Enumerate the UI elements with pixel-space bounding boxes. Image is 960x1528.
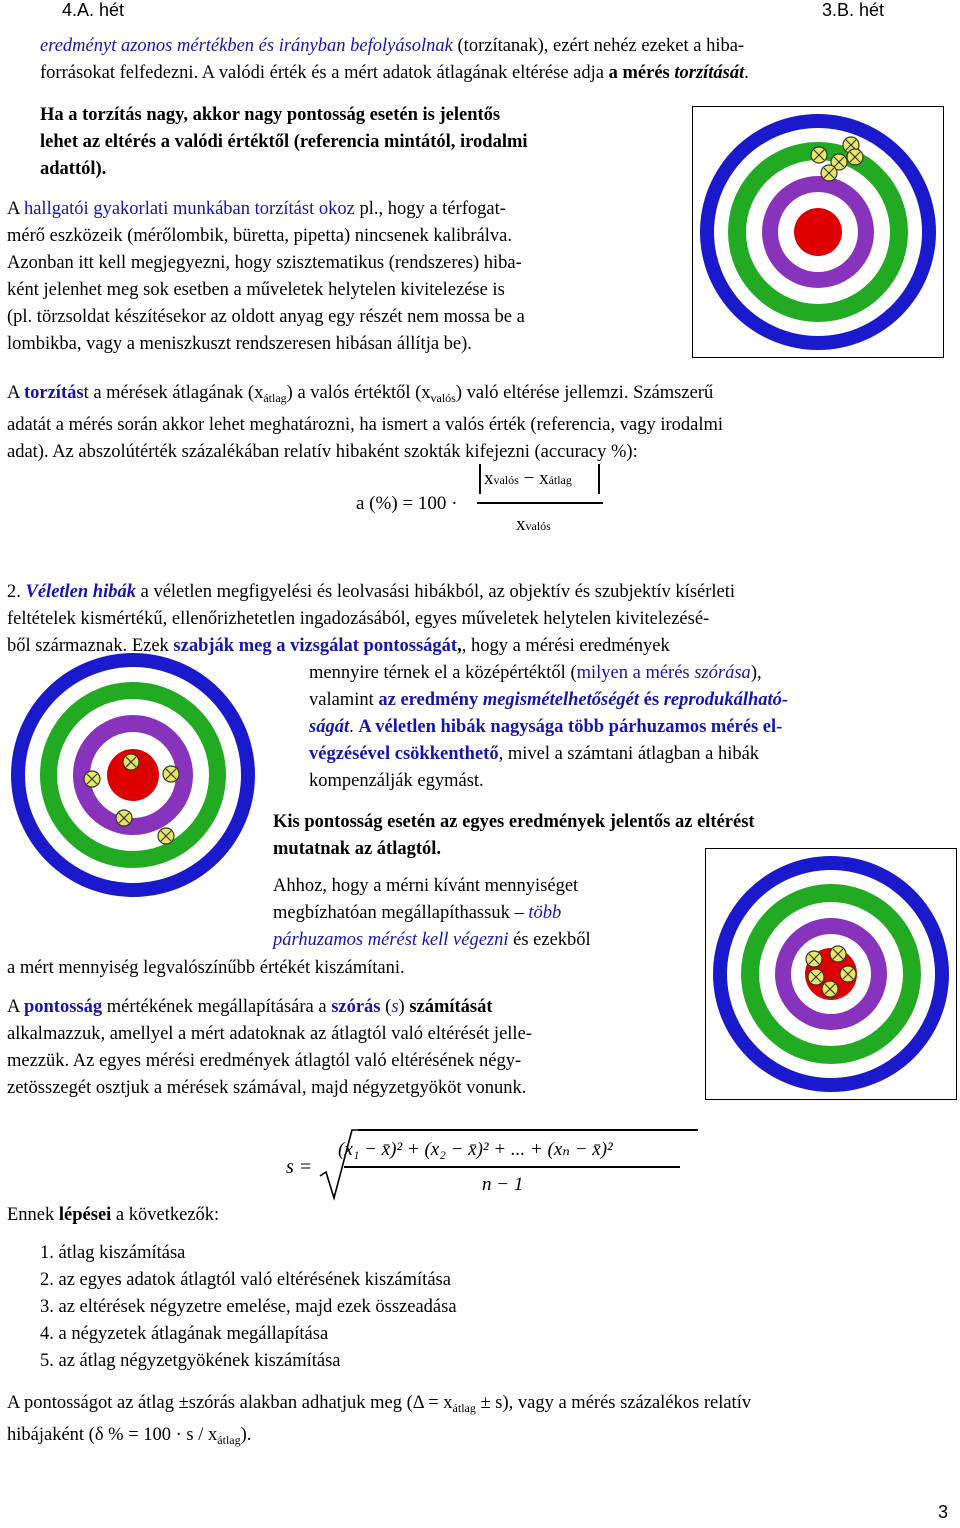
paragraph-5-lines-4-8: mennyire térnek el a középértéktől (milyen a mérés szórása), valamint az eredmény megismételhetőségét és reprodukálható- ságát. A véletlen hibák nagysága több párhuzamos mérés el- végzésével csökkenthető, mivel a számtani átlagban a hibák kompenzálják egymást. — [309, 663, 789, 791]
paragraph-5-lines-1-3: 2. Véletlen hibák a véletlen megfigyelési és leolvasási hibákból, az objektív és szubjektív kísérleti feltételek kismértékű, ellenőrizhetetlen ingadozásából, egyes műveletek helytelen kivitelezésé- ből származnak. Ezek szabják meg a vizsgálat pontosságát,, hogy a mérési eredmények — [7, 582, 736, 656]
accuracy-formula: a (%) = 100 · xvalós − xátlag xvalós — [356, 460, 616, 550]
paragraph-7-line-4: a mért mennyiség legvalószínűbb értékét kiszámítani. — [7, 958, 405, 978]
list-item: 3. az eltérések négyzetre emelése, majd ezek összeadása — [40, 1297, 457, 1317]
p1-emphasis: eredményt azonos mértékben és irányban befolyásolnak — [40, 36, 453, 56]
list-item: 4. a négyzetek átlagának megállapítása — [40, 1324, 329, 1344]
paragraph-1: eredményt azonos mértékben és irányban befolyásolnak (torzítanak), ezért nehéz ezeket a hiba- forrásokat felfedezni. A valódi érték és a mért adatok átlagának eltérése adja a mérés torzítását. — [40, 36, 749, 83]
abs-bar-right — [598, 464, 600, 494]
list-item: 2. az egyes adatok átlagtól való eltérésének kiszámítása — [40, 1270, 451, 1290]
header-right: 3.B. hét — [822, 0, 885, 20]
formula1-lhs: a (%) = 100 · — [356, 493, 458, 514]
formula2-numerator: (x₁ − x̄)² + (x₂ − x̄)² + ... + (xₙ − x̄)² — [338, 1139, 613, 1160]
page-number: 3 — [938, 1502, 949, 1522]
target-image-centered — [705, 848, 957, 1100]
target-image-biased — [692, 106, 944, 358]
paragraph-8: A pontosság mértékének megállapítására a szórás (s) számítását alkalmazzuk, amellyel a mért adatoknak az átlagtól való eltérését jelle- mezzük. Az egyes mérési eredmények átlagtól való eltérésének négy- zetösszegét osztjuk a mérések számával, majd négyzetgyököt vonunk. — [7, 997, 532, 1098]
target-image-scattered — [6, 648, 260, 902]
formula2-denominator: n − 1 — [482, 1174, 524, 1195]
paragraph-2: Ha a torzítás nagy, akkor nagy pontosság esetén is jelentős lehet az eltérés a valódi értéktől (referencia mintától, irodalmi adattól). — [40, 105, 528, 179]
std-dev-formula — [282, 1128, 702, 1208]
list-item: 5. az átlag négyzetgyökének kiszámítása — [40, 1351, 341, 1371]
paragraph-3: A hallgatói gyakorlati munkában torzítást okoz pl., hogy a térfogat- mérő eszközeik (mérőlombik, büretta, pipetta) nincsenek kalibrálva. Azonban itt kell megjegyezni, hogy szisztematikus (rendszeres) hiba- ként jelenhet meg sok esetben a műveletek helytelen kivitelezése is (pl. törzsoldat készítésekor az oldott anyag egy részét nem mossa be a lombikba, vagy a meniszkuszt rendszeresen hibásan állítja be). — [7, 199, 525, 354]
fraction-line — [477, 502, 603, 504]
header-left: 4.A. hét — [62, 0, 125, 20]
paragraph-9: A pontosságot az átlag ±szórás alakban adhatjuk meg $(\Delta = x_{átlag} \pm s)$, vagy a mérés százalékos relatív hibájaként (δ % = $100 \cdot s / x_{átlag}$). — [7, 1393, 752, 1447]
formula2-lhs: s = — [286, 1156, 313, 1178]
abs-bar-left — [479, 464, 481, 494]
paragraph-4: A torzítást a mérések átlagának $(x_{átlag})$ a valós értéktől $(x_{valós})$ való eltérése jellemzi. Számszerű adatát a mérés során akkor lehet meghatározni, ha ismert a valós érték (referencia, vagy irodalmi adat). Az abszolútérték százalékában relatív hibaként szokták kifejezni (accuracy %): — [7, 383, 724, 462]
paragraph-7-lines-1-3: Ahhoz, hogy a mérni kívánt mennyiséget megbízhatóan megállapíthassuk – több párhuzamos mérést kell végezni és ezekből — [273, 876, 591, 950]
sqrt-overline — [358, 1129, 698, 1131]
formula2-fraction-line — [344, 1166, 680, 1168]
paragraph-6: Kis pontosság esetén az egyes eredmények jelentős az eltérést mutatnak az átlagtól. — [273, 812, 755, 859]
steps-list — [40, 1240, 457, 1375]
steps-intro: Ennek lépései a következők: — [7, 1205, 220, 1225]
list-item: 1. átlag kiszámítása — [40, 1243, 186, 1263]
